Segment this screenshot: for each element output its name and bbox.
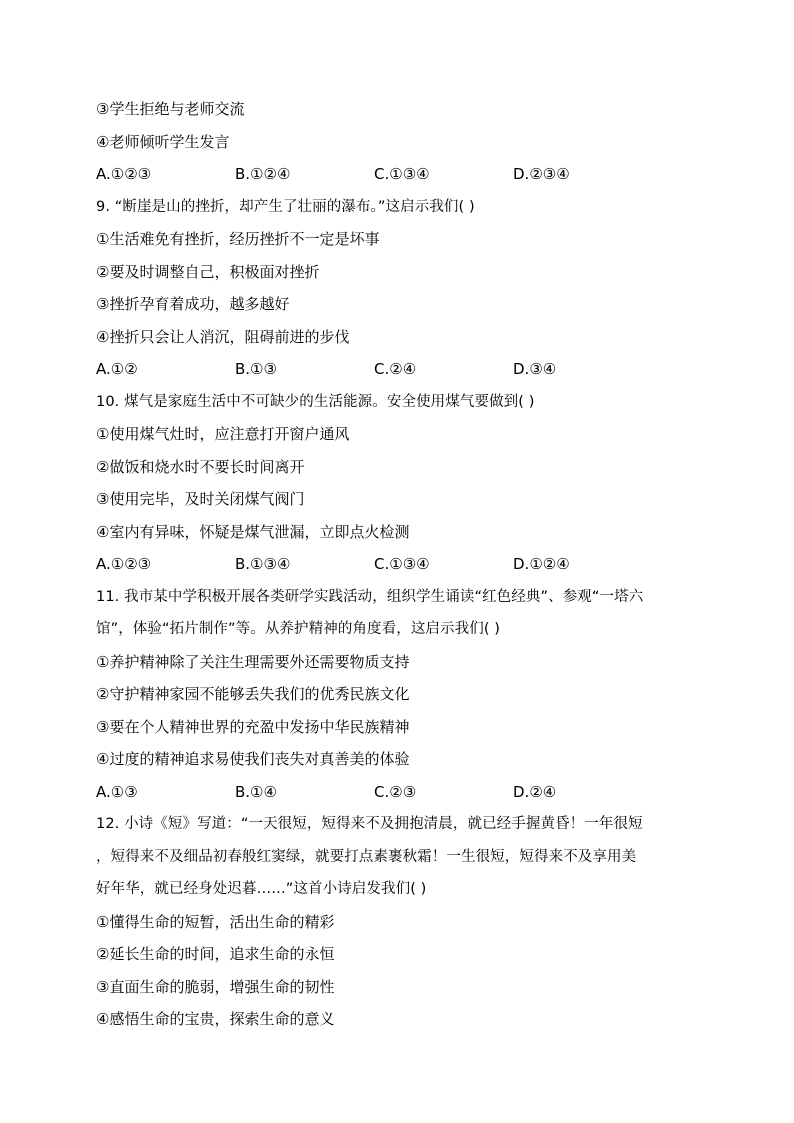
- question-12-stem-line-1: 12. 小诗《短》写道：“一天很短，短得来不及拥抱清晨，就已经手握黄昏！一年很短: [96, 816, 643, 832]
- statement-item: ②守护精神家园不能够丢失我们的优秀民族文化: [96, 685, 410, 703]
- option-c: C.①③④: [374, 555, 430, 573]
- option-b: B.①④: [235, 782, 277, 801]
- option-a: A.①③: [96, 782, 138, 801]
- option-a: A.①②③: [96, 555, 152, 573]
- question-10-stem: 10. 煤气是家庭生活中不可缺少的生活能源。安全使用煤气要做到( ): [96, 393, 535, 410]
- statement-item: ②做饭和烧水时不要长时间离开: [96, 457, 305, 476]
- statement-item: ③要在个人精神世界的充盈中发扬中华民族精神: [96, 717, 410, 736]
- option-a: A.①②③: [96, 165, 152, 183]
- option-d: D.②③④: [513, 165, 570, 183]
- statement-item: ③挫折孕育着成功，越多越好: [96, 295, 290, 313]
- option-c: C.①③④: [374, 165, 430, 183]
- statement-item: ①懂得生命的短暂，活出生命的精彩: [96, 912, 335, 931]
- statement-item: ④挫折只会让人消沉，阻碍前进的步伐: [96, 327, 350, 346]
- question-12-stem-line-3: 好年华，就已经身处迟暮……”这首小诗启发我们( ): [96, 881, 427, 897]
- option-d: D.①②④: [513, 555, 570, 573]
- option-c: C.②③: [374, 782, 417, 801]
- exam-page: [96, 93, 706, 1036]
- statement-item: ③使用完毕，及时关闭煤气阀门: [96, 490, 305, 508]
- statement-item: ①生活难免有挫折，经历挫折不一定是坏事: [96, 230, 380, 248]
- question-11-stem-line-2: 馆”，体验“拓片制作”等。从养护精神的角度看，这启示我们( ): [96, 621, 501, 637]
- statement-item: ④老师倾听学生发言: [96, 132, 230, 151]
- option-d: D.②④: [513, 782, 557, 801]
- statement-item: ③学生拒绝与老师交流: [96, 100, 245, 118]
- answer-options: [96, 776, 706, 809]
- option-b: B.①③: [235, 360, 277, 378]
- statement-item: ④过度的精神追求易使我们丧失对真善美的体验: [96, 750, 410, 768]
- question-9-stem: 9. “断崖是山的挫折，却产生了壮丽的瀑布。”这启示我们( ): [96, 198, 475, 215]
- option-d: D.③④: [513, 360, 557, 378]
- answer-options: [96, 353, 706, 386]
- statement-item: ④室内有异味，怀疑是煤气泄漏，立即点火检测: [96, 522, 410, 541]
- option-b: B.①③④: [235, 555, 291, 573]
- statement-item: ②要及时调整自己，积极面对挫折: [96, 262, 320, 281]
- statement-item: ②延长生命的时间，追求生命的永恒: [96, 945, 335, 963]
- statement-item: ③直面生命的脆弱，增强生命的韧性: [96, 977, 335, 996]
- question-12-stem-line-2: ，短得来不及细品初春般红窦绿，就要打点素裹秋霜！一生很短，短得来不及享用美: [96, 848, 637, 865]
- question-11-stem-line-1: 11. 我市某中学积极开展各类研学实践活动，组织学生诵读“红色经典”、参观“一塔六: [96, 588, 644, 605]
- statement-item: ①养护精神除了关注生理需要外还需要物质支持: [96, 652, 410, 671]
- statement-item: ①使用煤气灶时，应注意打开窗户通风: [96, 425, 350, 443]
- answer-options: [96, 548, 706, 581]
- option-a: A.①②: [96, 360, 138, 378]
- option-c: C.②④: [374, 360, 417, 378]
- statement-item: ④感悟生命的宝贵，探索生命的意义: [96, 1010, 335, 1028]
- answer-options: [96, 158, 706, 191]
- option-b: B.①②④: [235, 165, 291, 183]
